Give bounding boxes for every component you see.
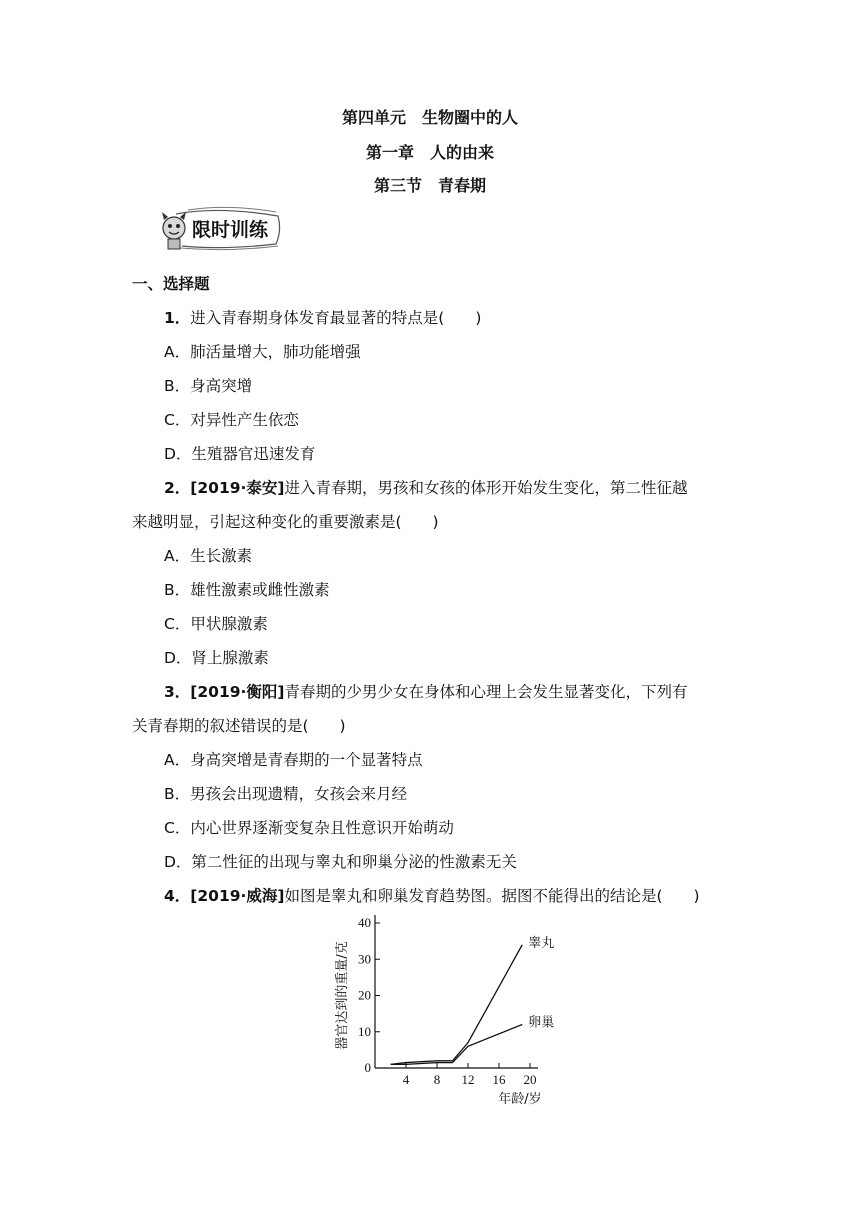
question-stem-continued: 来越明显，引起这种变化的重要激素是( ): [132, 513, 439, 531]
y-axis-label: 器官达到的重量/克: [335, 941, 350, 1050]
practice-badge: [158, 204, 286, 252]
option: D．第二性征的出现与睾丸和卵巢分泌的性激素无关: [164, 853, 517, 871]
option: B．雄性激素或雌性激素: [164, 581, 330, 599]
question-number: 1．: [164, 309, 191, 327]
option: C．内心世界逐渐变复杂且性意识开始萌动: [164, 819, 454, 837]
question-3: [164, 680, 764, 702]
series-line-1: [391, 945, 523, 1065]
question-source: [2019·威海]: [190, 887, 285, 905]
option: A．肺活量增大，肺功能增强: [164, 343, 361, 361]
gonad-development-chart: [330, 908, 580, 1113]
x-tick-label: 12: [461, 1072, 475, 1087]
question-2: [164, 476, 764, 498]
x-tick-label: 4: [402, 1072, 410, 1087]
chart-svg: [330, 908, 580, 1113]
option: B．身高突增: [164, 377, 253, 395]
x-tick-label: 16: [492, 1072, 506, 1087]
x-tick-label: 20: [523, 1072, 537, 1087]
y-tick-label: 10: [358, 1023, 371, 1039]
question-stem: 进入青春期身体发育最显著的特点是( ): [190, 309, 482, 327]
chapter-title: 第一章 人的由来: [365, 143, 494, 162]
option: C．对异性产生依恋: [164, 411, 299, 429]
y-tick-label: 40: [358, 915, 371, 930]
series-label: 睾丸: [528, 935, 555, 951]
x-axis-label: 年龄/岁: [498, 1092, 542, 1107]
badge-label: 限时训练: [192, 219, 269, 241]
section-title-heading: 第三节 青春期: [373, 176, 486, 195]
question-number: 3．: [164, 683, 191, 701]
question-stem-continued: 关青春期的叙述错误的是( ): [132, 717, 346, 735]
option: C．甲状腺激素: [164, 615, 268, 633]
option: B．男孩会出现遗精，女孩会来月经: [164, 785, 408, 803]
unit-title: 第四单元 生物圈中的人: [341, 108, 518, 127]
question-number: 2．: [164, 479, 191, 497]
option: A．身高突增是青春期的一个显著特点: [164, 751, 423, 769]
mascot-icon: [162, 212, 186, 249]
section-heading: 一、选择题: [132, 275, 210, 293]
question-stem: 进入青春期，男孩和女孩的体形开始发生变化，第二性征越: [284, 479, 688, 497]
question-source: [2019·泰安]: [190, 479, 285, 497]
x-tick-label: 8: [433, 1072, 441, 1087]
question-number: 4．: [164, 887, 191, 905]
series-line-2: [391, 1025, 523, 1065]
question-stem: 青春期的少男少女在身体和心理上会发生显著变化，下列有: [284, 683, 688, 701]
question-1: [164, 306, 764, 328]
option: D．生殖器官迅速发育: [164, 445, 316, 463]
question-source: [2019·衡阳]: [190, 683, 285, 701]
option: A．生长激素: [164, 547, 253, 565]
question-4: [164, 884, 764, 906]
y-tick-label: 30: [358, 951, 371, 967]
question-stem: 如图是睾丸和卵巢发育趋势图。据图不能得出的结论是( ): [284, 887, 700, 905]
y-tick-label: 0: [364, 1060, 371, 1075]
option: D．肾上腺激素: [164, 649, 269, 667]
y-tick-label: 20: [358, 987, 371, 1003]
series-label: 卵巢: [528, 1015, 555, 1031]
